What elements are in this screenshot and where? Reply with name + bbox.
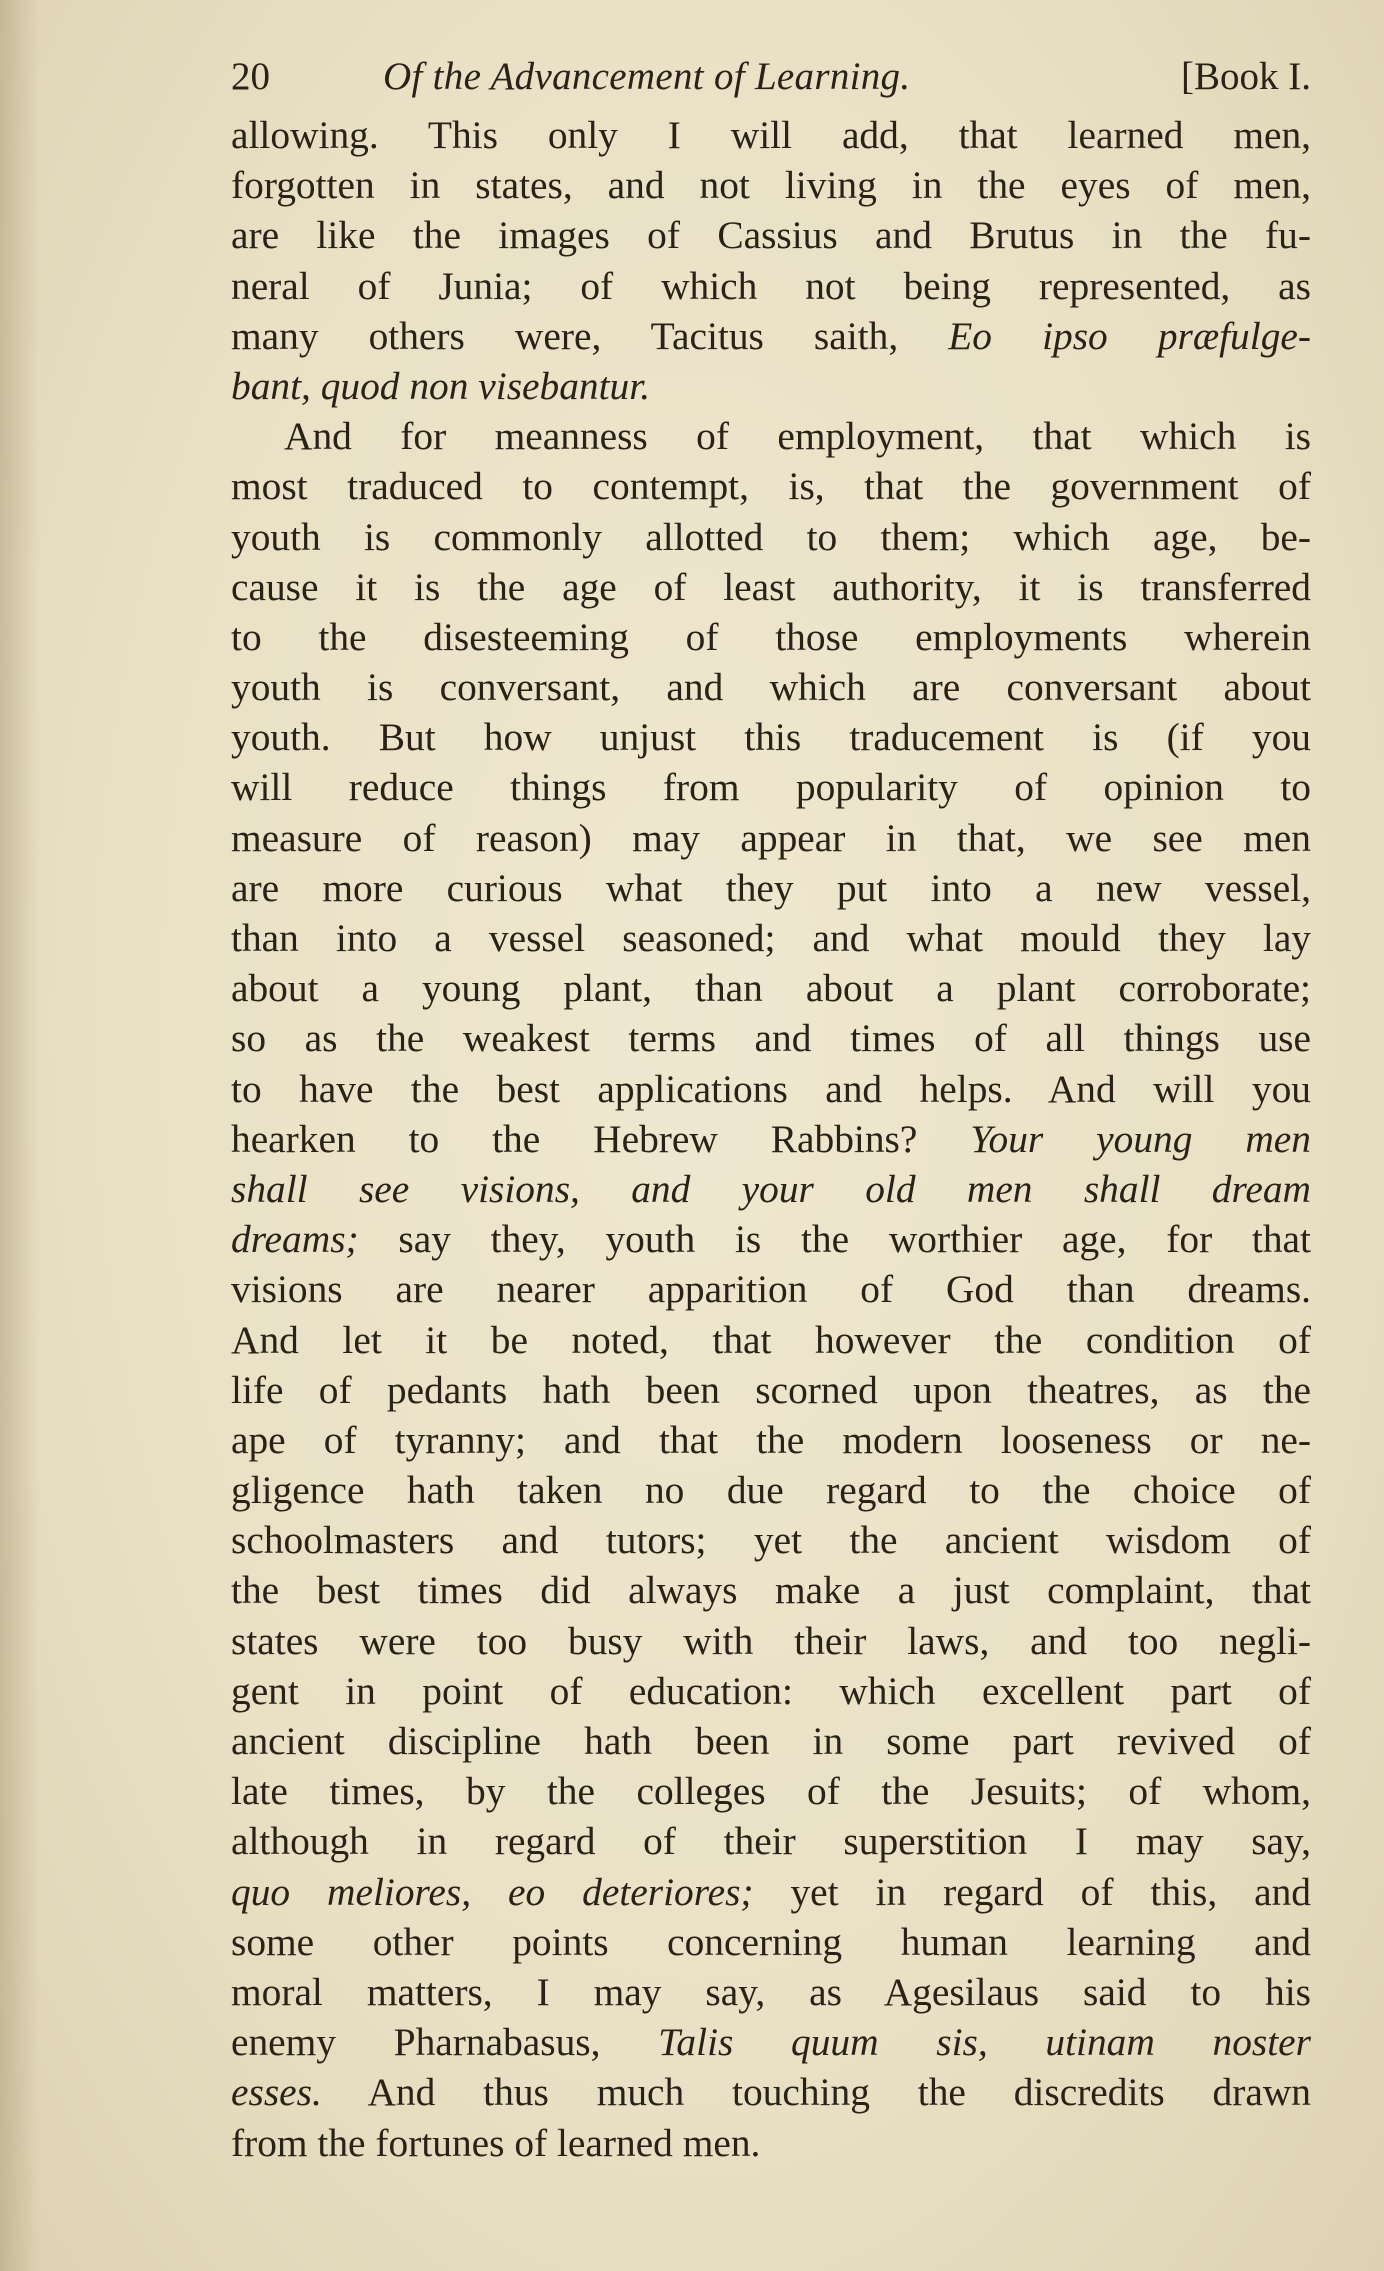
text-line: cause it is the age of least authority, it is transferred bbox=[231, 564, 1311, 609]
text-line: states were too busy with their laws, and too negli- bbox=[231, 1618, 1311, 1663]
text-line: shall see visions, and your old men shall dream bbox=[231, 1166, 1311, 1211]
text-line: dreams; say they, youth is the worthier age, for that bbox=[231, 1217, 1311, 1262]
text-line: most traduced to contempt, is, that the government of bbox=[231, 464, 1311, 509]
text-line: allowing. This only I will add, that learned men, bbox=[231, 113, 1311, 157]
text-line: quo meliores, eo deteriores; yet in regard of this, and bbox=[231, 1869, 1311, 1914]
text-line: will reduce things from popularity of opinion to bbox=[231, 765, 1311, 810]
text-line: so as the weakest terms and times of all things use bbox=[231, 1016, 1311, 1061]
text-line: ape of tyranny; and that the modern looseness or ne- bbox=[231, 1417, 1311, 1462]
body-text bbox=[231, 110, 1311, 2168]
text-line: forgotten in states, and not living in the eyes of men, bbox=[231, 163, 1311, 208]
paragraph-start-line: And for meanness of employment, that which is bbox=[284, 414, 1311, 459]
text-line: late times, by the colleges of the Jesuits; of whom, bbox=[231, 1769, 1311, 1814]
text-line: than into a vessel seasoned; and what mould they lay bbox=[231, 916, 1311, 960]
running-header bbox=[231, 44, 1311, 110]
text-line: measure of reason) may appear in that, we see men bbox=[231, 815, 1311, 860]
binding-shadow bbox=[0, 0, 40, 2271]
text-line: enemy Pharnabasus, Talis quum sis, utinam noster bbox=[231, 2020, 1311, 2065]
text-line: ancient discipline hath been in some part revived of bbox=[231, 1719, 1311, 1763]
text-line: life of pedants hath been scorned upon theatres, as the bbox=[231, 1367, 1311, 1412]
text-line: youth is conversant, and which are conversant about bbox=[231, 665, 1311, 710]
text-line: to have the best applications and helps. And will you bbox=[231, 1066, 1311, 1111]
text-line: And let it be noted, that however the condition of bbox=[231, 1317, 1311, 1362]
text-block bbox=[231, 44, 1311, 2168]
text-line: youth is commonly allotted to them; which age, be- bbox=[231, 514, 1311, 559]
text-line: from the fortunes of learned men. bbox=[231, 2120, 761, 2165]
text-line: although in regard of their superstition I may say, bbox=[231, 1819, 1311, 1864]
text-line: gligence hath taken no due regard to the choice of bbox=[231, 1468, 1311, 1513]
text-line: some other points concerning human learning and bbox=[231, 1919, 1311, 1964]
text-line: bant, quod non visebantur. bbox=[231, 363, 651, 408]
text-line: to the disesteeming of those employments wherein bbox=[231, 614, 1311, 659]
text-line: visions are nearer apparition of God than dreams. bbox=[231, 1267, 1311, 1312]
text-line: esses. And thus much touching the discredits drawn bbox=[231, 2070, 1311, 2115]
running-title: Of the Advancement of Learning. bbox=[383, 55, 911, 98]
text-line: moral matters, I may say, as Agesilaus said to his bbox=[231, 1969, 1311, 2014]
page-number: 20 bbox=[231, 55, 270, 98]
text-line: neral of Junia; of which not being represented, as bbox=[231, 263, 1311, 308]
text-line: the best times did always make a just complaint, that bbox=[231, 1568, 1311, 1613]
text-line: about a young plant, than about a plant corroborate; bbox=[231, 966, 1311, 1011]
text-line: many others were, Tacitus saith, Eo ipso præfulge- bbox=[231, 313, 1311, 358]
text-line: schoolmasters and tutors; yet the ancient wisdom of bbox=[231, 1518, 1311, 1563]
text-line: gent in point of education: which excellent part of bbox=[231, 1668, 1311, 1713]
text-line: are more curious what they put into a new vessel, bbox=[231, 865, 1311, 910]
text-line: hearken to the Hebrew Rabbins? Your young men bbox=[231, 1116, 1311, 1161]
text-line: are like the images of Cassius and Brutus in the fu- bbox=[231, 213, 1311, 258]
book-label: [Book I. bbox=[1181, 55, 1311, 98]
text-line: youth. But how unjust this traducement is (if you bbox=[231, 715, 1311, 760]
